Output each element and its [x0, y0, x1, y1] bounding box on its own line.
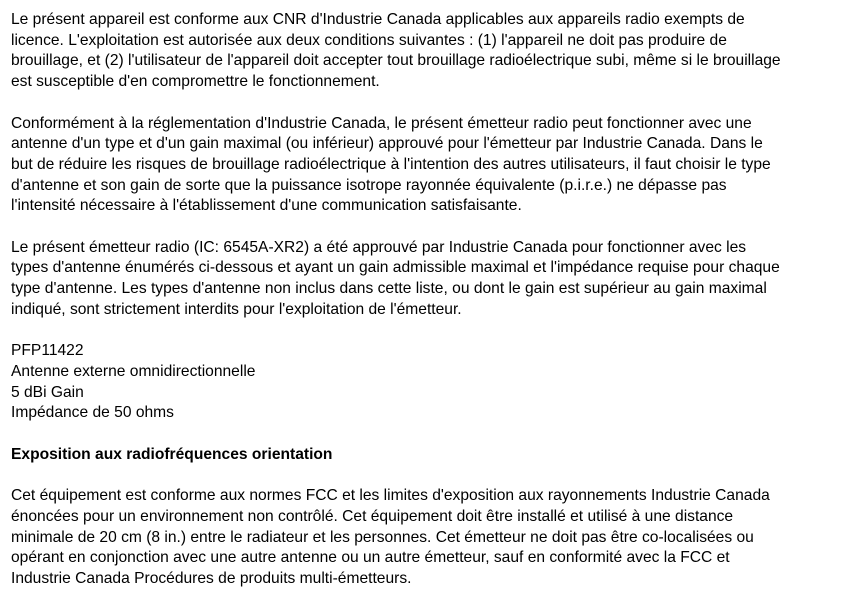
paragraph-compliance-notice: Le présent appareil est conforme aux CNR d'Industrie Canada applicables aux appareils radio exempts de licence. L'exploitation est autorisée aux deux conditions suivantes : (1) l'appareil ne doit pas produire de brouillage, et (2) l'utilisateur de l'appareil doit accepter tout brouillage radioélectrique subi, même si le brouillage est susceptible d'en compromettre le fonctionnement. [11, 11, 781, 91]
antenna-spec-list [11, 341, 863, 424]
antenna-impedance: Impédance de 50 ohms [11, 404, 174, 422]
section-heading-rf-exposure: Exposition aux radiofréquences orientation [11, 445, 333, 463]
antenna-type: Antenne externe omnidirectionnelle [11, 362, 256, 380]
paragraph-rf-exposure: Cet équipement est conforme aux normes FCC et les limites d'exposition aux rayonnements Industrie Canada énoncées pour un environnement non contrôlé. Cet équipement doit être installé et utilisé à une distance minimale de 20 cm (8 in.) entre le radiateur et les personnes. Cet émetteur ne doit pas être co-localisées ou opérant en conjonction avec une autre antenne ou un autre émetteur, sauf en conformité avec la FCC et Industrie Canada Procédures de produits multi-émetteurs. [11, 487, 770, 587]
document-body [11, 10, 863, 590]
antenna-gain: 5 dBi Gain [11, 383, 84, 401]
antenna-model: PFP11422 [11, 342, 84, 360]
paragraph-antenna-regulation: Conformément à la réglementation d'Industrie Canada, le présent émetteur radio peut fonctionner avec une antenne d'un type et d'un gain maximal (ou inférieur) approuvé pour l'émetteur par Industrie Canada. Dans le but de réduire les risques de brouillage radioélectrique à l'intention des autres utilisateurs, il faut choisir le type d'antenne et son gain de sorte que la puissance isotrope rayonnée équivalente (p.i.r.e.) ne dépasse pas l'intensité nécessaire à l'établissement d'une communication satisfaisante. [11, 114, 771, 215]
paragraph-approved-antenna-types: Le présent émetteur radio (IC: 6545A-XR2) a été approuvé par Industrie Canada pour fonctionner avec les types d'antenne énumérés ci-dessous et ayant un gain admissible maximal et l'impédance requise pour chaque type d'antenne. Les types d'antenne non inclus dans cette liste, ou dont le gain est supérieur au gain maximal indiqué, sont strictement interdits pour l'exploitation de l'émetteur. [11, 238, 780, 318]
